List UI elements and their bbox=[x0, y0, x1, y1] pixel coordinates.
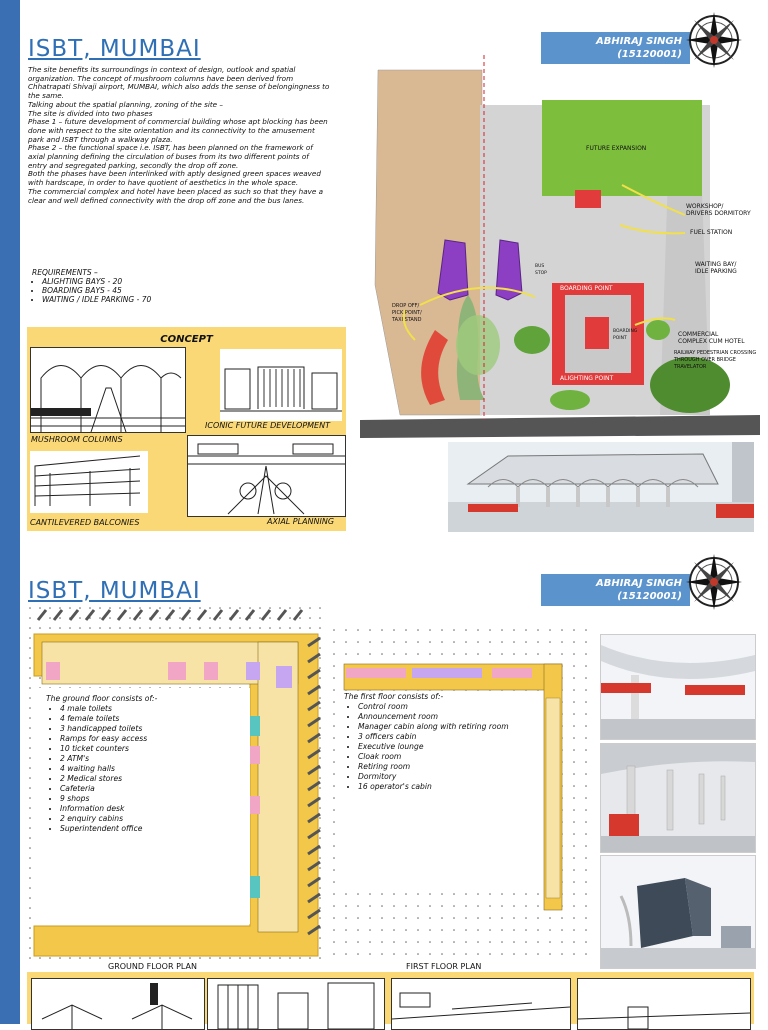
first-floor-item: • 16 operator's cabin bbox=[358, 782, 542, 792]
concept-panel bbox=[27, 327, 346, 531]
desc-paragraph: Talking about the spatial planning, zoning of the site – bbox=[28, 99, 223, 109]
first-floor-item: • Executive lounge bbox=[358, 742, 542, 752]
label-waiting-bay: WAITING BAY/ IDLE PARKING bbox=[695, 261, 737, 275]
render-canopy-closeup bbox=[600, 634, 756, 740]
desc-paragraph: Both the phases have been interlinked with aptly designed green spaces weaved with hardscape, in order to have quotient of aesthetics in the whole space. bbox=[28, 169, 321, 188]
first-floor-plan bbox=[332, 628, 594, 962]
first-floor-intro: The first floor consists of:- bbox=[344, 692, 444, 701]
axial-planning-sketch bbox=[187, 435, 346, 517]
desc-paragraph: The site is divided into two phases bbox=[28, 108, 153, 118]
ground-floor-item: • 9 shops bbox=[60, 794, 246, 804]
label-bus-stop: BUS STOP bbox=[535, 264, 547, 276]
label-boarding-point-small: BOARDING POINT bbox=[613, 329, 638, 341]
ground-floor-item: • 4 waiting halls bbox=[60, 764, 246, 774]
caption-mushroom: MUSHROOM COLUMNS bbox=[31, 435, 123, 444]
label-commercial: COMMERCIAL COMPLEX CUM HOTEL bbox=[678, 331, 745, 345]
requirement-item: • WAITING / IDLE PARKING - 70 bbox=[42, 295, 322, 304]
sheet1-author-name: ABHIRAJ SINGH bbox=[596, 36, 682, 47]
sketch-pavilions bbox=[31, 978, 205, 1030]
cantilever-sketch bbox=[30, 451, 148, 513]
sketch-street bbox=[391, 978, 571, 1030]
ground-floor-item: • 2 ATM's bbox=[60, 754, 246, 764]
ground-floor-plan bbox=[28, 606, 328, 964]
caption-axial: AXIAL PLANNING bbox=[267, 517, 335, 526]
render-arcade bbox=[600, 743, 756, 853]
first-floor-item: • Manager cabin along with retiring room bbox=[358, 722, 542, 732]
ground-floor-item: • Ramps for easy access bbox=[60, 734, 246, 744]
ground-floor-item: • 2 Medical stores bbox=[60, 774, 246, 784]
sheet2-title: ISBT, MUMBAI bbox=[28, 578, 201, 604]
first-floor-item: • Retiring room bbox=[358, 762, 542, 772]
label-workshop: WORKSHOP/ DRIVERS DORMITORY bbox=[686, 203, 751, 217]
first-floor-item: • Announcement room bbox=[358, 712, 542, 722]
label-fuel-station: FUEL STATION bbox=[690, 229, 733, 236]
sheet1-author-roll: (15120001) bbox=[617, 49, 682, 60]
requirement-item: • BOARDING BAYS - 45 bbox=[42, 286, 322, 295]
caption-cantilever: CANTILEVERED BALCONIES bbox=[30, 518, 140, 527]
label-railway-crossing: RAILWAY PEDESTRIAN CROSSING THROUGH OVER BRIDGE TRAVELATOR bbox=[674, 350, 757, 370]
ground-floor-item: • 2 enquiry cabins bbox=[60, 814, 246, 824]
caption-iconic: ICONIC FUTURE DEVELOPMENT bbox=[205, 421, 330, 430]
compass-rose-icon bbox=[684, 552, 744, 612]
concept-title: CONCEPT bbox=[160, 334, 213, 345]
ground-floor-item: • Information desk bbox=[60, 804, 246, 814]
ground-floor-item: • 4 female toilets bbox=[60, 714, 246, 724]
sheet1-description bbox=[28, 66, 330, 205]
sketch-plaza bbox=[577, 978, 751, 1030]
site-plan bbox=[360, 55, 760, 440]
requirement-item: • ALIGHTING BAYS - 20 bbox=[42, 277, 322, 286]
iconic-future-sketch bbox=[220, 349, 342, 421]
first-floor-list bbox=[344, 692, 542, 792]
first-floor-item: • Control room bbox=[358, 702, 542, 712]
sheet1-title: ISBT, MUMBAI bbox=[28, 36, 201, 62]
ground-floor-item: • 4 male toilets bbox=[60, 704, 246, 714]
sheet2-author-box bbox=[541, 574, 690, 606]
bottom-sketch-strip bbox=[27, 972, 754, 1024]
label-future-expansion: FUTURE EXPANSION bbox=[586, 145, 647, 152]
desc-paragraph: Phase 1 – future development of commercial building whose apt blocking has been done with respect to the site orientation and its connectivity to the amusement park and ISBT through a walkway plaza. bbox=[28, 117, 328, 144]
ground-floor-item: • 3 handicapped toilets bbox=[60, 724, 246, 734]
desc-paragraph: The commercial complex and hotel have been placed as such so that they have a clear and well defined connectivity with the drop off zone and the bus lanes. bbox=[28, 186, 324, 205]
label-boarding-point: BOARDING POINT bbox=[560, 285, 613, 292]
ground-floor-item: • Cafeteria bbox=[60, 784, 246, 794]
ground-floor-item: • Superintendent office bbox=[60, 824, 246, 834]
first-floor-plan-title: FIRST FLOOR PLAN bbox=[406, 962, 482, 971]
left-binding-bar bbox=[0, 0, 20, 1024]
sketch-towers bbox=[207, 978, 385, 1030]
label-drop-off: DROP OFF/ PICK POINT/ TAXI STAND bbox=[392, 303, 422, 323]
first-floor-item: • Dormitory bbox=[358, 772, 542, 782]
mushroom-columns-sketch bbox=[30, 347, 186, 433]
first-floor-item: • Cloak room bbox=[358, 752, 542, 762]
ground-floor-plan-title: GROUND FLOOR PLAN bbox=[108, 962, 197, 971]
desc-paragraph: Phase 2 – the functional space i.e. ISBT, has been planned on the framework of axial planning defining the circulation of buses from its two different points of entry and segregated parking, secondly the drop off zone. bbox=[28, 143, 313, 170]
sheet2-author-roll: (15120001) bbox=[617, 591, 682, 602]
left-bar-edge bbox=[20, 0, 22, 1024]
sheet2-author-name: ABHIRAJ SINGH bbox=[596, 578, 682, 589]
ground-floor-item: • 10 ticket counters bbox=[60, 744, 246, 754]
ground-floor-list bbox=[46, 694, 246, 834]
requirements-block bbox=[32, 268, 322, 304]
desc-paragraph: The site benefits its surroundings in context of design, outlook and spatial organization. The concept of mushroom columns have been derived from Chhatrapati Shivaji airport, MUMBAI, which also adds the sense of belongingness to the same. bbox=[28, 65, 330, 101]
requirements-title: REQUIREMENTS – bbox=[32, 268, 98, 277]
first-floor-item: • 3 officers cabin bbox=[358, 732, 542, 742]
label-alighting-point: ALIGHTING POINT bbox=[560, 375, 614, 382]
ground-floor-intro: The ground floor consists of:- bbox=[46, 694, 158, 703]
render-building bbox=[600, 855, 756, 969]
canopy-render bbox=[448, 442, 754, 532]
